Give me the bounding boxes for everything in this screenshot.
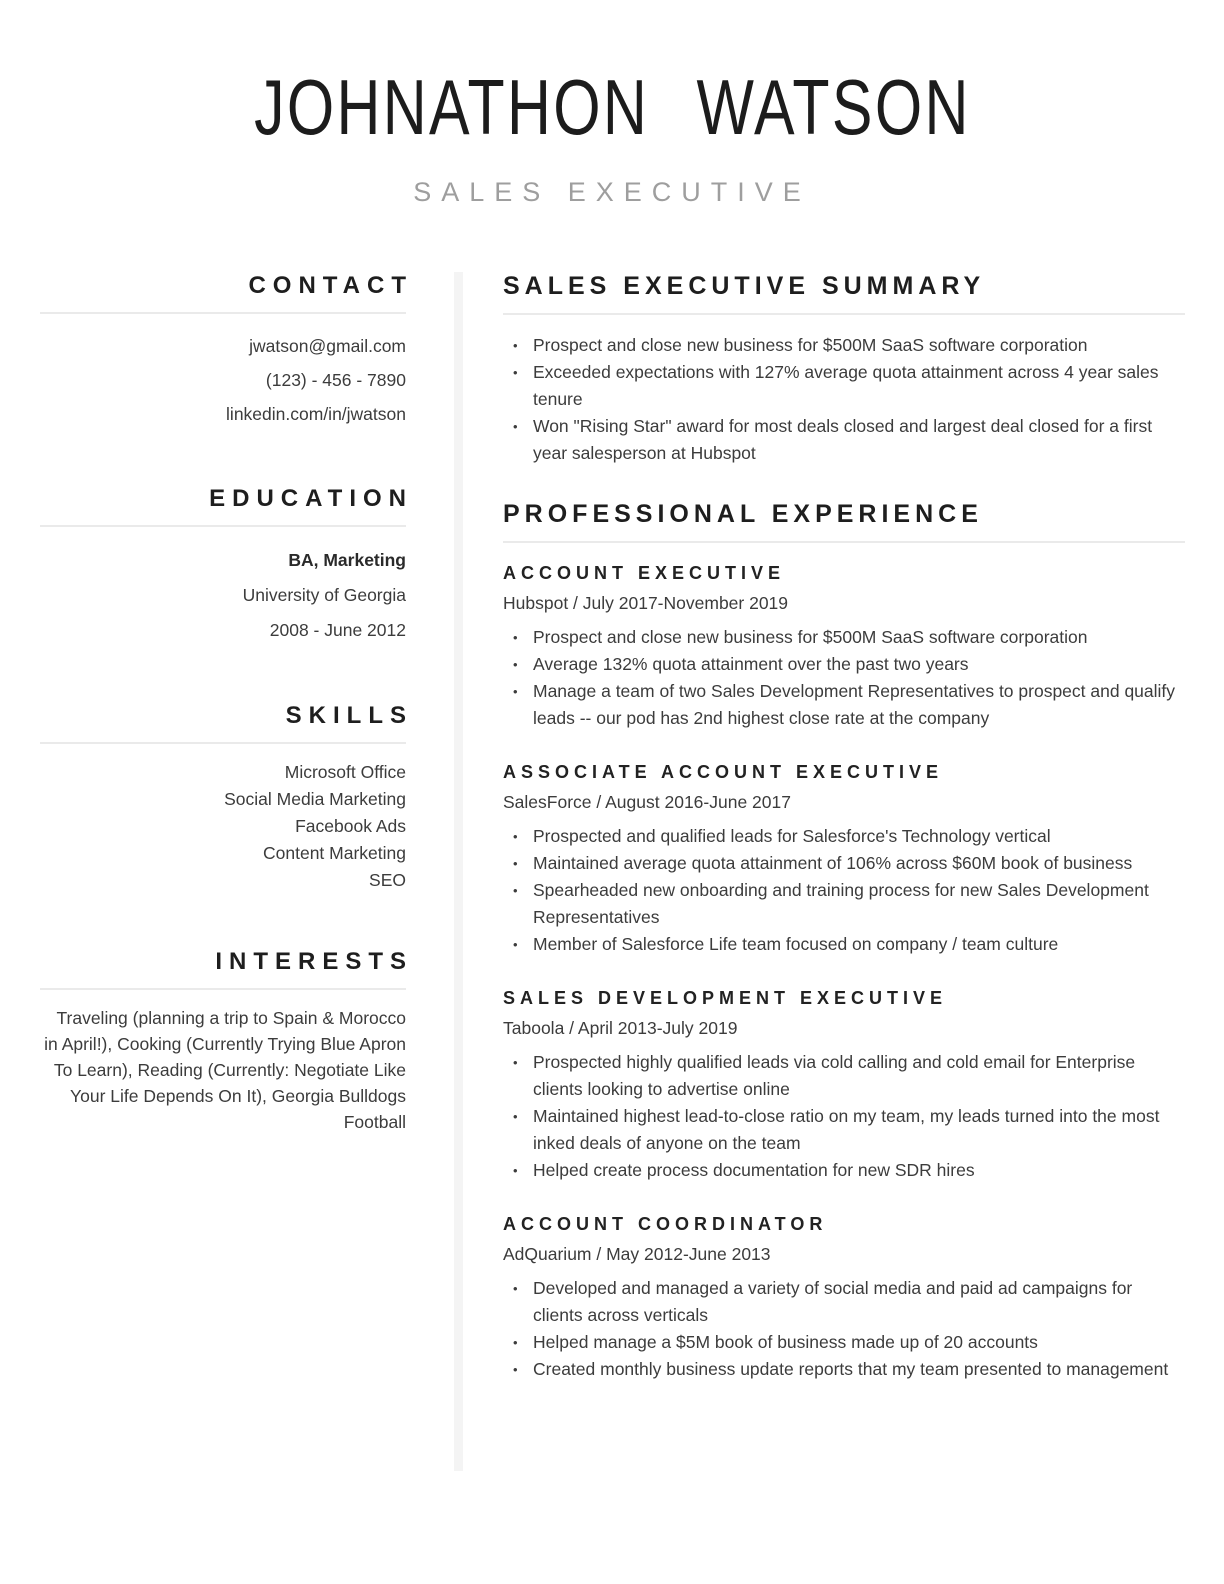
job-company-dates: SalesForce / August 2016-June 2017 [503,792,791,812]
job-company-dates: Hubspot / July 2017-November 2019 [503,593,789,613]
education-section [40,485,413,648]
column-divider [454,272,463,1471]
contact-section [40,272,413,431]
summary-bullet: • Won "Rising Star" award for most deals closed and largest deal closed for a first year salesperson at Hubspot [503,413,1185,467]
job-bullet: • Created monthly business update reports that my team presented to management [503,1356,1185,1383]
job-company-dates: Taboola / April 2013-July 2019 [503,1018,738,1038]
job-bullet-list [503,1049,1185,1184]
job-title: ACCOUNT EXECUTIVE [503,563,786,583]
job-bullet: • Maintained average quota attainment of 106% across $60M book of business [503,850,1185,877]
job-title: ASSOCIATE ACCOUNT EXECUTIVE [503,762,944,782]
resume-columns [0,272,1224,1471]
job-entry [503,563,1185,732]
job-bullet: • Helped manage a $5M book of business made up of 20 accounts [503,1329,1185,1356]
interests-heading: INTERESTS [215,948,413,975]
job-bullet: • Member of Salesforce Life team focused on company / team culture [503,931,1185,958]
experience-heading: PROFESSIONAL EXPERIENCE [503,500,983,528]
candidate-job-title: SALES EXECUTIVE [413,177,811,207]
job-bullet: • Prospected and qualified leads for Salesforce's Technology vertical [503,823,1185,850]
job-bullet-list [503,624,1185,732]
job-entry [503,988,1185,1184]
job-entry [503,1214,1185,1383]
job-entry [503,762,1185,958]
skills-list [40,759,406,894]
skill-item: Social Media Marketing [224,789,406,809]
job-bullet: • Prospected highly qualified leads via cold calling and cold email for Enterprise clients looking to advertise online [503,1049,1185,1103]
job-company-dates: AdQuarium / May 2012-June 2013 [503,1244,771,1264]
summary-rule [503,313,1185,315]
candidate-name [0,63,1224,151]
skills-rule [40,742,406,744]
job-bullet: • Average 132% quota attainment over the past two years [503,651,1185,678]
sidebar [40,272,413,1471]
job-bullet-list [503,823,1185,958]
education-heading: EDUCATION [209,485,413,512]
education-school: University of Georgia [242,585,406,605]
interests-rule [40,988,406,990]
skill-item: SEO [369,870,406,890]
summary-bullet: • Exceeded expectations with 127% average quota attainment across 4 year sales tenure [503,359,1185,413]
summary-bullet-list [503,332,1185,467]
summary-heading: SALES EXECUTIVE SUMMARY [503,272,986,300]
skill-item: Microsoft Office [284,762,406,782]
interests-text: Traveling (planning a trip to Spain & Morocco in April!), Cooking (Currently Trying Blue Apron To Learn), Reading (Currently: Negotiate Like Your Life Depends On It), Georgia Bulldogs Football [44,1008,406,1132]
skill-item: Facebook Ads [295,816,406,836]
education-dates: 2008 - June 2012 [269,620,406,640]
job-bullet: • Maintained highest lead-to-close ratio on my team, my leads turned into the most inked deals of anyone on the team [503,1103,1185,1157]
skills-heading: SKILLS [285,702,413,729]
job-list [503,563,1185,1383]
job-bullet: • Helped create process documentation for new SDR hires [503,1157,1185,1184]
main-content [503,272,1185,1471]
education-degree: BA, Marketing [288,550,406,570]
contact-item: (123) - 456 - 7890 [265,370,406,390]
contact-heading: CONTACT [248,272,413,299]
contact-list [40,329,406,431]
contact-item: jwatson@gmail.com [249,336,406,356]
experience-rule [503,541,1185,543]
experience-section [503,500,1185,1383]
skills-section [40,702,413,894]
job-title: SALES DEVELOPMENT EXECUTIVE [503,988,948,1008]
job-bullet: • Prospect and close new business for $500M SaaS software corporation [503,624,1185,651]
job-bullet-list [503,1275,1185,1383]
interests-section [40,948,413,1135]
education-entry [40,543,406,648]
summary-bullet: • Prospect and close new business for $500M SaaS software corporation [503,332,1185,359]
job-bullet: • Manage a team of two Sales Development Representatives to prospect and qualify leads -- our pod has 2nd highest close rate at the company [503,678,1185,732]
summary-section [503,272,1185,467]
contact-rule [40,312,406,314]
resume-header [0,0,1224,208]
skill-item: Content Marketing [263,843,406,863]
education-rule [40,525,406,527]
candidate-name-text: JOHNATHON WATSON [253,63,971,151]
contact-item: linkedin.com/in/jwatson [226,404,406,424]
job-bullet: • Developed and managed a variety of social media and paid ad campaigns for clients across verticals [503,1275,1185,1329]
job-bullet: • Spearheaded new onboarding and training process for new Sales Development Representatives [503,877,1185,931]
job-title: ACCOUNT COORDINATOR [503,1214,828,1234]
